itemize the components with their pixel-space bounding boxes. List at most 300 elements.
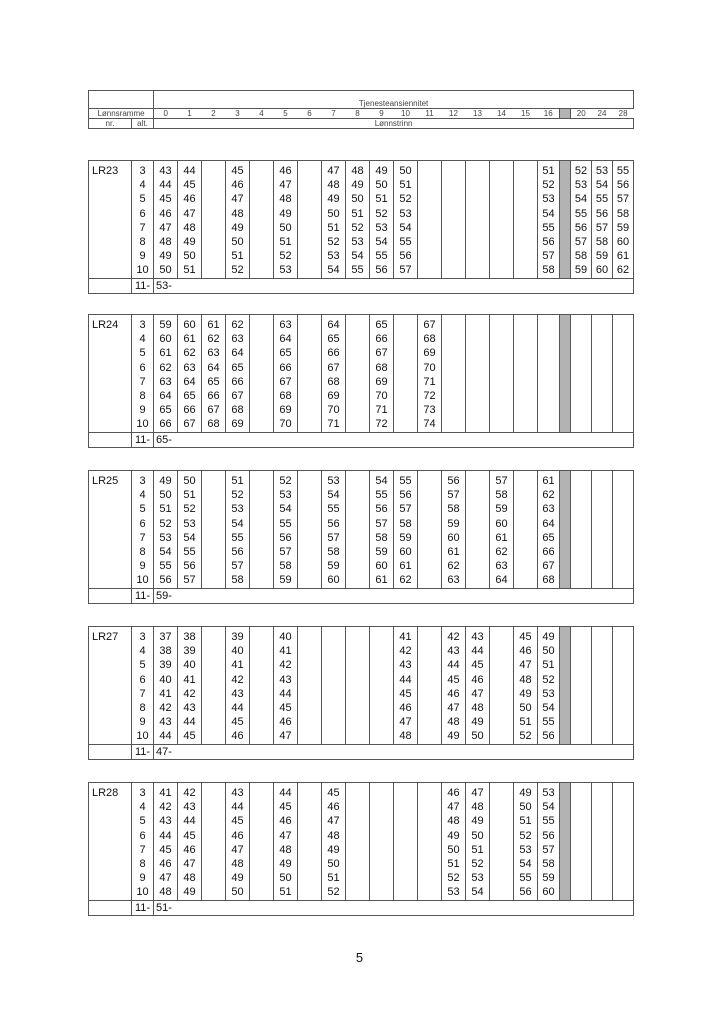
salary-step-cell: 68 — [538, 573, 560, 588]
salary-step-cell — [490, 729, 514, 744]
salary-step-cell — [346, 658, 370, 672]
salary-step-cell — [613, 361, 634, 375]
salary-step-cell — [571, 814, 592, 828]
alt-number: 3 — [132, 783, 154, 801]
salary-step-cell — [442, 235, 466, 249]
salary-step-cell: 57 — [274, 545, 298, 559]
salary-step-cell — [613, 488, 634, 502]
salary-step-cell — [538, 389, 560, 403]
frame-number: LR23 — [89, 161, 132, 179]
salary-step-cell: 60 — [322, 573, 346, 588]
salary-step-cell — [538, 315, 560, 333]
alt-number: 5 — [132, 502, 154, 516]
frame-number: LR27 — [89, 627, 132, 645]
salary-step-cell: 55 — [394, 235, 418, 249]
salary-step-cell: 56 — [394, 488, 418, 502]
salary-step-cell — [346, 644, 370, 658]
salary-step-cell: 49 — [322, 843, 346, 857]
salary-step-cell — [571, 701, 592, 715]
salary-step-cell: 40 — [274, 627, 298, 645]
salary-step-cell — [202, 814, 226, 828]
salary-step-cell — [514, 249, 538, 263]
salary-step-cell: 46 — [226, 829, 250, 843]
salary-step-cell — [442, 178, 466, 192]
shaded-gap-cell — [560, 783, 571, 801]
salary-step-cell: 47 — [226, 843, 250, 857]
alt-number: 6 — [132, 361, 154, 375]
salary-step-cell: 54 — [571, 192, 592, 206]
salary-step-cell — [250, 559, 274, 573]
salary-step-cell: 51 — [442, 857, 466, 871]
col-12: 12 — [449, 109, 458, 118]
salary-step-cell — [592, 403, 613, 417]
table-row — [89, 471, 634, 489]
salary-step-cell: 41 — [154, 783, 178, 801]
shaded-gap-cell — [560, 502, 571, 516]
salary-step-cell: 54 — [394, 221, 418, 235]
salary-step-cell — [418, 207, 442, 221]
frame-number — [89, 814, 132, 828]
salary-step-cell: 53 — [442, 885, 466, 900]
salary-step-cell — [466, 417, 490, 432]
salary-step-cell: 63 — [490, 559, 514, 573]
salary-step-cell — [346, 346, 370, 360]
salary-step-cell — [466, 361, 490, 375]
salary-step-cell: 67 — [538, 559, 560, 573]
salary-step-cell: 48 — [394, 729, 418, 744]
alt-number: 8 — [132, 389, 154, 403]
salary-step-cell: 58 — [226, 573, 250, 588]
salary-step-cell: 53 — [592, 161, 613, 179]
salary-step-cell — [298, 361, 322, 375]
salary-step-cell: 55 — [538, 221, 560, 235]
salary-step-cell — [370, 885, 394, 900]
salary-step-cell: 47 — [322, 814, 346, 828]
salary-step-cell — [370, 687, 394, 701]
salary-step-cell: 49 — [322, 192, 346, 206]
salary-step-cell: 43 — [226, 783, 250, 801]
salary-step-cell — [514, 346, 538, 360]
salary-step-cell: 58 — [613, 207, 634, 221]
salary-step-cell: 44 — [178, 814, 202, 828]
salary-step-cell: 42 — [178, 783, 202, 801]
salary-step-cell — [571, 627, 592, 645]
salary-step-cell — [418, 673, 442, 687]
salary-step-cell — [202, 161, 226, 179]
shaded-gap-cell — [560, 417, 571, 432]
salary-step-cell — [418, 783, 442, 801]
salary-step-cell: 59 — [154, 315, 178, 333]
alt-number: 7 — [132, 843, 154, 857]
salary-step-cell — [442, 332, 466, 346]
frame-number — [89, 800, 132, 814]
salary-step-cell: 53 — [274, 488, 298, 502]
col-20: 20 — [576, 109, 586, 118]
salary-step-cell — [613, 315, 634, 333]
salary-step-cell — [571, 471, 592, 489]
salary-step-cell — [418, 235, 442, 249]
salary-step-cell — [346, 361, 370, 375]
salary-step-cell — [466, 263, 490, 278]
salary-step-cell: 56 — [514, 885, 538, 900]
salary-step-cell — [298, 715, 322, 729]
salary-step-cell: 52 — [274, 249, 298, 263]
salary-step-cell: 64 — [178, 375, 202, 389]
salary-step-cell: 51 — [154, 502, 178, 516]
alt-number: 9 — [132, 715, 154, 729]
salary-step-cell: 46 — [442, 783, 466, 801]
salary-step-cell: 52 — [442, 871, 466, 885]
salary-step-cell — [370, 829, 394, 843]
salary-step-cell — [346, 545, 370, 559]
alt-number: 10 — [132, 729, 154, 744]
salary-step-cell: 49 — [274, 207, 298, 221]
salary-step-cell — [346, 559, 370, 573]
salary-step-cell: 61 — [538, 471, 560, 489]
salary-step-cell — [370, 658, 394, 672]
salary-step-cell: 53 — [178, 517, 202, 531]
salary-step-cell: 68 — [226, 403, 250, 417]
salary-step-cell — [250, 249, 274, 263]
salary-step-cell — [202, 192, 226, 206]
salary-step-cell — [613, 658, 634, 672]
salary-step-cell — [592, 389, 613, 403]
salary-step-cell: 69 — [370, 375, 394, 389]
shaded-gap-cell — [560, 488, 571, 502]
salary-step-cell: 52 — [226, 263, 250, 278]
table-row — [89, 814, 634, 828]
salary-step-cell: 49 — [154, 249, 178, 263]
salary-step-cell — [202, 263, 226, 278]
frame-number — [89, 829, 132, 843]
salary-step-cell: 70 — [418, 361, 442, 375]
salary-step-cell — [298, 573, 322, 588]
salary-step-cell: 51 — [538, 658, 560, 672]
table-row — [89, 871, 634, 885]
salary-step-cell — [394, 871, 418, 885]
salary-step-cell — [571, 644, 592, 658]
salary-step-cell: 61 — [394, 559, 418, 573]
frame-number — [89, 502, 132, 516]
salary-step-cell — [613, 417, 634, 432]
salary-step-cell: 51 — [370, 192, 394, 206]
frame-number — [89, 403, 132, 417]
salary-step-cell: 56 — [178, 559, 202, 573]
salary-step-cell: 53 — [322, 249, 346, 263]
salary-step-cell — [514, 375, 538, 389]
salary-step-cell: 72 — [370, 417, 394, 432]
salary-step-cell — [202, 249, 226, 263]
salary-step-cell: 47 — [178, 857, 202, 871]
salary-step-cell — [298, 221, 322, 235]
salary-step-cell — [250, 502, 274, 516]
salary-step-cell — [490, 644, 514, 658]
frame-number — [89, 361, 132, 375]
salary-step-cell — [418, 192, 442, 206]
salary-step-cell — [298, 658, 322, 672]
alt-number: 4 — [132, 644, 154, 658]
salary-step-cell — [571, 573, 592, 588]
salary-step-cell — [571, 800, 592, 814]
salary-step-cell — [490, 389, 514, 403]
salary-step-cell: 47 — [514, 658, 538, 672]
salary-step-cell — [418, 644, 442, 658]
frame-number — [89, 545, 132, 559]
table-row-footer — [89, 744, 634, 759]
salary-step-cell — [613, 783, 634, 801]
salary-step-cell — [298, 814, 322, 828]
salary-step-cell: 49 — [370, 161, 394, 179]
salary-step-cell — [346, 573, 370, 588]
salary-step-cell: 53 — [394, 207, 418, 221]
salary-step-cell — [538, 361, 560, 375]
salary-step-cell: 48 — [226, 207, 250, 221]
salary-step-cell — [370, 800, 394, 814]
salary-step-cell: 71 — [322, 417, 346, 432]
salary-step-cell: 45 — [154, 843, 178, 857]
salary-step-cell — [592, 417, 613, 432]
salary-step-cell: 53 — [274, 263, 298, 278]
table-row — [89, 885, 634, 900]
salary-step-cell — [442, 389, 466, 403]
salary-step-cell — [202, 545, 226, 559]
salary-step-cell — [613, 673, 634, 687]
salary-step-cell — [298, 315, 322, 333]
salary-step-cell — [514, 263, 538, 278]
salary-step-cell: 41 — [154, 687, 178, 701]
salary-step-cell — [538, 346, 560, 360]
salary-step-cell — [592, 800, 613, 814]
salary-step-cell: 60 — [592, 263, 613, 278]
salary-step-cell — [592, 843, 613, 857]
salary-step-cell: 45 — [178, 729, 202, 744]
salary-step-cell: 42 — [226, 673, 250, 687]
salary-step-cell: 44 — [274, 783, 298, 801]
salary-step-cell — [394, 389, 418, 403]
salary-step-cell — [514, 531, 538, 545]
footer-blank — [89, 900, 132, 915]
salary-step-cell: 43 — [226, 687, 250, 701]
footer-value: 53- — [154, 278, 634, 293]
shaded-gap-cell — [560, 658, 571, 672]
salary-step-cell — [250, 829, 274, 843]
salary-step-cell: 50 — [274, 221, 298, 235]
col-1: 1 — [187, 109, 192, 118]
salary-step-cell — [202, 885, 226, 900]
salary-step-cell: 56 — [274, 531, 298, 545]
salary-step-cell — [571, 857, 592, 871]
salary-step-cell: 57 — [538, 249, 560, 263]
salary-step-cell: 53 — [571, 178, 592, 192]
col-14: 14 — [497, 109, 506, 118]
salary-step-cell — [418, 729, 442, 744]
salary-step-cell — [322, 687, 346, 701]
salary-step-cell: 59 — [370, 545, 394, 559]
salary-step-cell: 50 — [178, 471, 202, 489]
salary-step-cell — [538, 403, 560, 417]
salary-step-cell: 51 — [178, 263, 202, 278]
salary-step-cell — [250, 885, 274, 900]
salary-step-cell — [613, 857, 634, 871]
shaded-gap-cell — [560, 346, 571, 360]
salary-step-cell: 41 — [226, 658, 250, 672]
footer-blank — [89, 278, 132, 293]
salary-step-cell — [592, 814, 613, 828]
salary-step-cell — [298, 800, 322, 814]
salary-step-cell: 54 — [322, 263, 346, 278]
seniority-title: Tjenesteansiennitet — [154, 91, 634, 109]
table-row — [89, 559, 634, 573]
salary-step-cell — [418, 471, 442, 489]
salary-step-cell — [514, 221, 538, 235]
salary-step-cell: 55 — [154, 559, 178, 573]
salary-step-cell: 56 — [571, 221, 592, 235]
salary-step-cell: 51 — [394, 178, 418, 192]
salary-step-cell — [202, 644, 226, 658]
alt-number: 10 — [132, 573, 154, 588]
salary-step-cell — [466, 502, 490, 516]
salary-frame-label: Lønnsramme — [89, 109, 154, 119]
salary-step-cell: 54 — [538, 701, 560, 715]
salary-step-cell — [298, 178, 322, 192]
frame-number — [89, 871, 132, 885]
col-13: 13 — [473, 109, 482, 118]
table-row — [89, 207, 634, 221]
salary-step-cell — [613, 829, 634, 843]
salary-step-cell: 54 — [370, 235, 394, 249]
salary-step-cell — [370, 627, 394, 645]
salary-step-cell: 44 — [178, 715, 202, 729]
salary-step-cell — [514, 517, 538, 531]
table-row — [89, 531, 634, 545]
table-row-footer — [89, 278, 634, 293]
salary-step-cell: 74 — [418, 417, 442, 432]
alt-number: 5 — [132, 658, 154, 672]
salary-step-cell — [250, 531, 274, 545]
salary-step-cell — [250, 488, 274, 502]
salary-step-cell — [298, 192, 322, 206]
table-row — [89, 715, 634, 729]
salary-step-cell: 54 — [226, 517, 250, 531]
salary-step-cell: 66 — [226, 375, 250, 389]
salary-step-cell — [466, 517, 490, 531]
salary-step-cell: 49 — [466, 715, 490, 729]
column-header-table — [88, 90, 634, 129]
salary-step-cell — [418, 814, 442, 828]
salary-step-cell: 48 — [514, 673, 538, 687]
salary-step-cell — [490, 715, 514, 729]
salary-step-cell — [466, 531, 490, 545]
salary-step-cell: 39 — [226, 627, 250, 645]
table-row — [89, 417, 634, 432]
salary-step-cell — [571, 559, 592, 573]
salary-step-cell: 48 — [442, 715, 466, 729]
salary-step-cell — [202, 207, 226, 221]
salary-step-cell — [466, 192, 490, 206]
salary-step-cell: 46 — [466, 673, 490, 687]
salary-step-cell — [514, 471, 538, 489]
salary-step-cell: 52 — [322, 885, 346, 900]
salary-step-cell — [250, 517, 274, 531]
salary-step-cell: 64 — [274, 332, 298, 346]
frame-number — [89, 192, 132, 206]
table-row — [89, 488, 634, 502]
shaded-gap-cell — [560, 800, 571, 814]
salary-step-cell: 52 — [514, 729, 538, 744]
salary-step-cell: 60 — [613, 235, 634, 249]
salary-step-cell: 62 — [442, 559, 466, 573]
salary-step-cell — [490, 221, 514, 235]
salary-step-cell: 68 — [418, 332, 442, 346]
salary-step-cell: 46 — [178, 192, 202, 206]
table-row — [89, 843, 634, 857]
salary-step-cell — [346, 315, 370, 333]
salary-step-cell — [346, 871, 370, 885]
salary-step-cell — [202, 829, 226, 843]
table-row — [89, 517, 634, 531]
salary-step-cell — [418, 559, 442, 573]
salary-step-cell: 65 — [322, 332, 346, 346]
salary-step-cell — [592, 315, 613, 333]
alt-number: 3 — [132, 315, 154, 333]
salary-step-cell: 64 — [154, 389, 178, 403]
salary-step-cell — [418, 161, 442, 179]
shaded-gap-cell — [560, 361, 571, 375]
salary-step-cell — [514, 315, 538, 333]
page-number: 5 — [355, 950, 364, 965]
salary-step-cell — [442, 192, 466, 206]
salary-step-cell — [298, 389, 322, 403]
salary-step-cell: 69 — [322, 389, 346, 403]
salary-step-cell: 49 — [442, 729, 466, 744]
salary-step-cell — [298, 332, 322, 346]
salary-step-cell — [418, 658, 442, 672]
salary-step-cell: 70 — [370, 389, 394, 403]
salary-step-cell: 47 — [442, 701, 466, 715]
salary-step-cell — [202, 857, 226, 871]
salary-step-cell: 50 — [370, 178, 394, 192]
shaded-gap-cell — [560, 263, 571, 278]
salary-step-cell: 48 — [154, 235, 178, 249]
table-row — [89, 644, 634, 658]
salary-step-cell: 58 — [442, 502, 466, 516]
salary-step-cell — [490, 627, 514, 645]
alt-number: 9 — [132, 871, 154, 885]
salary-step-cell — [202, 471, 226, 489]
salary-step-cell — [202, 531, 226, 545]
salary-step-cell: 55 — [571, 207, 592, 221]
salary-step-cell: 52 — [394, 192, 418, 206]
salary-step-cell: 52 — [274, 471, 298, 489]
salary-step-cell: 55 — [538, 814, 560, 828]
salary-step-cell: 51 — [274, 235, 298, 249]
salary-step-cell — [466, 221, 490, 235]
salary-step-cell — [466, 332, 490, 346]
salary-step-cell: 47 — [442, 800, 466, 814]
salary-step-cell: 50 — [442, 843, 466, 857]
salary-step-cell: 47 — [466, 783, 490, 801]
frame-number — [89, 517, 132, 531]
salary-step-cell — [571, 346, 592, 360]
salary-step-cell — [466, 573, 490, 588]
salary-step-cell — [202, 673, 226, 687]
salary-step-cell: 61 — [613, 249, 634, 263]
salary-step-cell — [298, 829, 322, 843]
salary-step-cell — [418, 857, 442, 871]
salary-step-cell — [442, 403, 466, 417]
salary-step-cell — [538, 375, 560, 389]
salary-step-cell: 57 — [490, 471, 514, 489]
